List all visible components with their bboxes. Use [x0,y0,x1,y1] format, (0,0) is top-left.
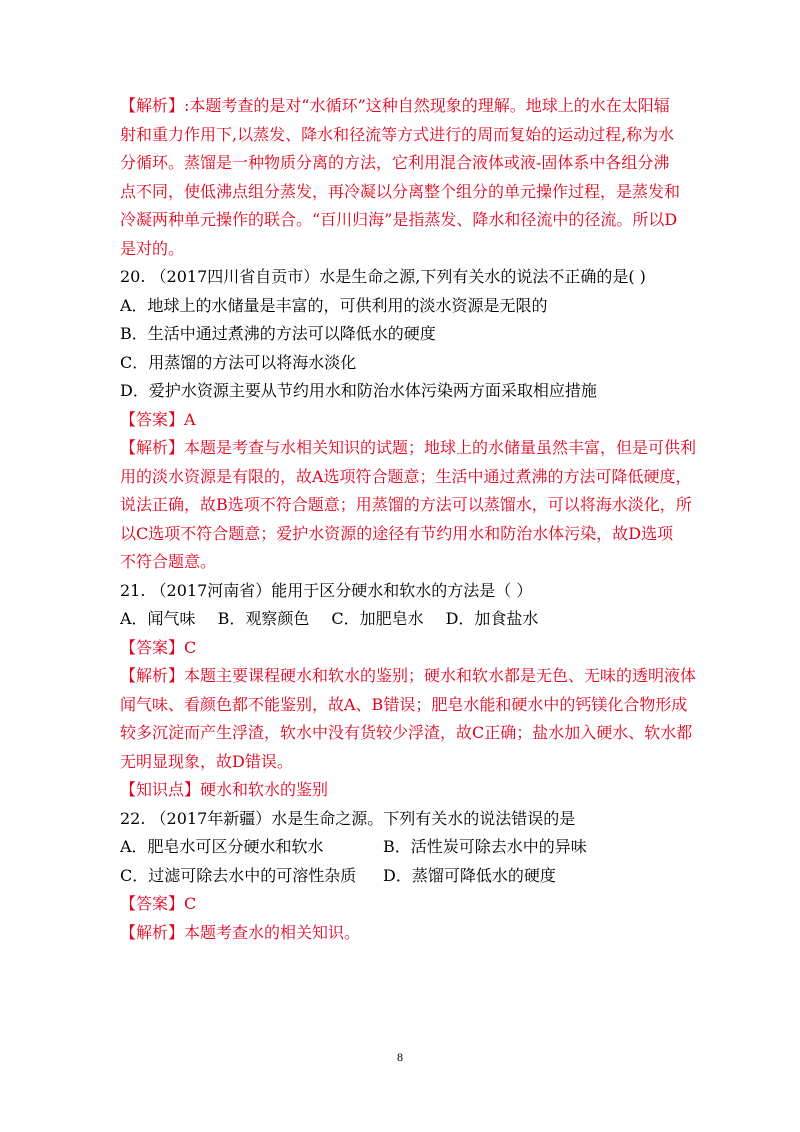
analysis-line: 以C选项不符合题意；爱护水资源的途径有节约用水和防治水体污染，故D选项 [120,523,674,543]
option-a: A．肥皂水可区分硬水和软水 [120,837,324,856]
question-22 [120,805,695,948]
option-d: D．加食盐水 [445,609,539,628]
options-row [120,605,695,634]
knowledge-point: 【知识点】硬水和软水的鉴别 [120,780,329,799]
option-b: B．观察颜色 [217,609,310,628]
question-stem: 20. （2017四川省自贡市）水是生命之源,下列有关水的说法不正确的是( ) [120,267,646,286]
analysis-line: 较多沉淀而产生浮渣，软水中没有货较少浮渣，故C正确；盐水加入硬水、软水都 [120,723,693,742]
analysis-line: 【解析】本题主要课程硬水和软水的鉴别；硬水和软水都是无色、无味的透明液体 [120,666,697,685]
analysis-line: 用的淡水资源是有限的，故A选项符合题意；生活中通过煮沸的方法可降低硬度， [120,466,692,486]
analysis-line: 闻气味、看颜色都不能鉴别，故A、B错误；肥皂水能和硬水中的钙镁化合物形成 [120,694,688,714]
analysis-line: 不符合题意。 [120,552,217,571]
document-body [120,92,695,947]
question-20 [120,263,695,577]
question-stem: 21. （2017河南省）能用于区分硬水和软水的方法是（ ） [120,580,533,600]
option-c: C．过滤可除去水中的可溶性杂质 [120,865,357,885]
analysis-line: 点不同，使低沸点组分蒸发，再冷凝以分离整个组分的单元操作过程，是蒸发和 [120,181,681,201]
option-a: A．闻气味 [120,609,196,628]
analysis-block-19 [120,92,695,263]
analysis-line: 分循环。蒸馏是一种物质分离的方法，它利用混合液体或液-固体系中各组分沸 [120,153,670,172]
option-c: C．加肥皂水 [331,609,424,628]
analysis-line: 无明显现象，故D错误。 [120,751,293,771]
option-b: B．生活中通过煮沸的方法可以降低水的硬度 [120,324,436,343]
options-row [120,833,695,862]
answer-line: 【答案】C [120,894,197,913]
option-c: C．用蒸馏的方法可以将海水淡化 [120,352,357,372]
analysis-line: 说法正确，故B选项不符合题意；用蒸馏的方法可以蒸馏水，可以将海水淡化，所 [120,495,692,514]
analysis-line: 冷凝两种单元操作的联合。“百川归海”是指蒸发、降水和径流中的径流。所以D [120,210,678,229]
analysis-line: 射和重力作用下,以蒸发、降水和径流等方式进行的周而复始的运动过程,称为水 [120,124,675,144]
option-b: B．活性炭可除去水中的异味 [383,837,587,856]
answer-line: 【答案】A [120,409,196,429]
option-d: D．爱护水资源主要从节约用水和防治水体污染两方面采取相应措施 [120,381,597,400]
answer-line: 【答案】C [120,637,197,657]
analysis-line: 【解析】本题是考查与水相关知识的试题；地球上的水储量虽然丰富，但是可供利 [120,438,697,457]
analysis-line: 是对的。 [120,238,185,258]
question-21 [120,577,695,805]
option-d: D．蒸馏可降低水的硬度 [383,865,556,885]
page-number: 8 [397,1050,403,1064]
analysis-line: 【解析】:本题考查的是对“水循环”这种自然现象的理解。地球上的水在太阳辐 [120,96,670,115]
options-row [120,862,695,891]
option-a: A．地球上的水储量是丰富的，可供利用的淡水资源是无限的 [120,295,548,315]
analysis-line: 【解析】本题考查水的相关知识。 [120,922,361,942]
question-stem: 22. （2017年新疆）水是生命之源。下列有关水的说法错误的是 [120,808,576,828]
